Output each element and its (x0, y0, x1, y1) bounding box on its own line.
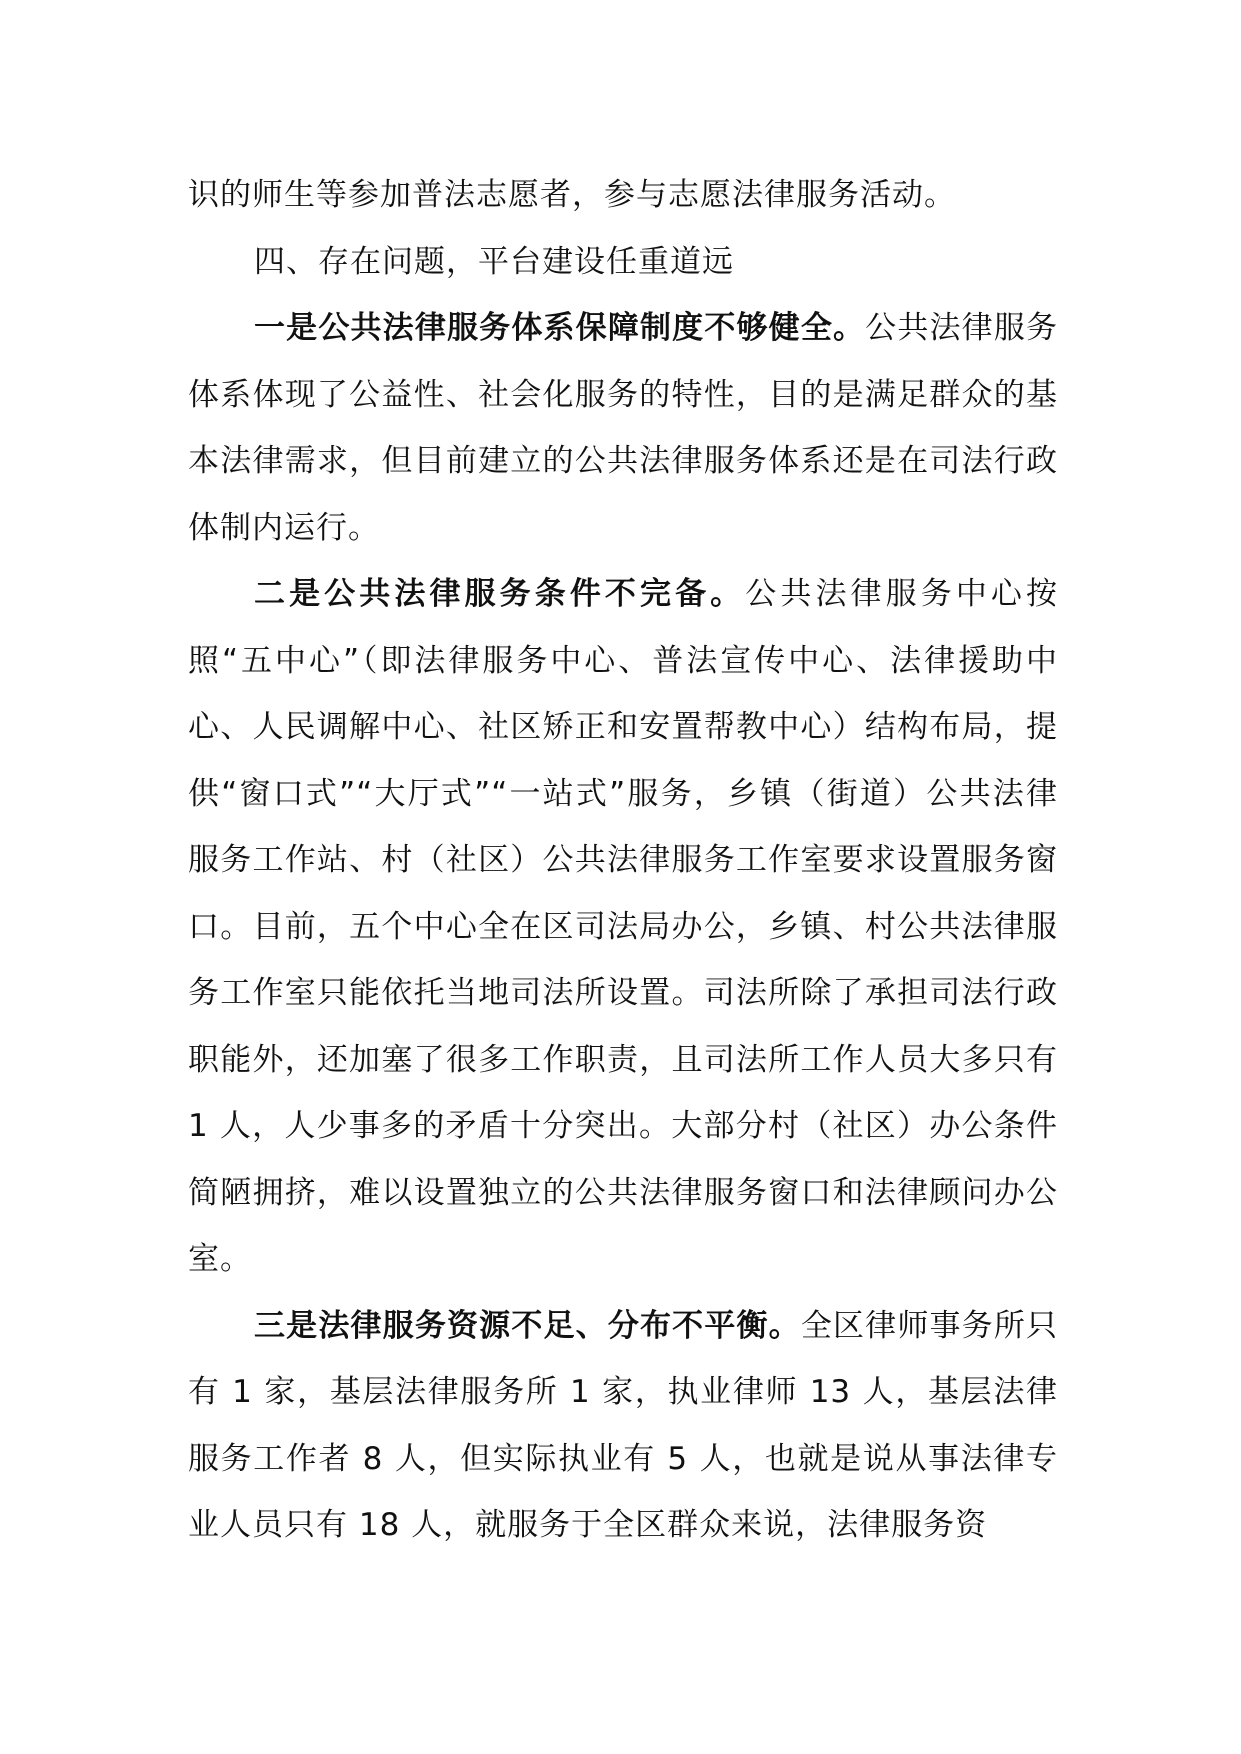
paragraph-issue-1 (188, 295, 1058, 561)
paragraph-issue-2 (188, 561, 1058, 1293)
paragraph-lead-bold: 二是公共法律服务条件不完备。 (254, 576, 746, 612)
paragraph-text: 公共法律服务体系体现了公益性、社会化服务的特性，目的是满足群众的基本法律需求，但目前建立的公共法律服务体系还是在司法行政体制内运行。 (188, 310, 1059, 546)
paragraph-lead-bold: 一是公共法律服务体系保障制度不够健全。 (254, 310, 866, 346)
paragraph-text: 全区律师事务所只有 1 家，基层法律服务所 1 家，执业律师 13 人，基层法律服务工作者 8 人，但实际执业有 5 人，也就是说从事法律专业人员只有 18 人，就服务于全区群众来说，法律服务资 (188, 1307, 1059, 1543)
paragraph-text: 公共法律服务中心按照“五中心”（即法律服务中心、普法宣传中心、法律援助中心、人民调解中心、社区矫正和安置帮教中心）结构布局，提供“窗口式”“大厅式”“一站式”服务，乡镇（街道）公共法律服务工作站、村（社区）公共法律服务工作室要求设置服务窗口。目前，五个中心全在区司法局办公，乡镇、村公共法律服务工作室只能依托当地司法所设置。司法所除了承担司法行政职能外，还加塞了很多工作职责，且司法所工作人员大多只有 1 人，人少事多的矛盾十分突出。大部分村（社区）办公条件简陋拥挤，难以设置独立的公共法律服务窗口和法律顾问办公室。 (188, 576, 1059, 1277)
paragraph-issue-3 (188, 1293, 1058, 1559)
section-heading-text: 四、存在问题，平台建设任重道远 (254, 243, 734, 280)
paragraph-lead-bold: 三是法律服务资源不足、分布不平衡。 (254, 1307, 801, 1344)
paragraph-text: 识的师生等参加普法志愿者，参与志愿法律服务活动。 (188, 177, 956, 213)
document-page (188, 162, 1058, 1559)
section-heading (188, 229, 1058, 296)
paragraph-continuation (188, 162, 1058, 229)
